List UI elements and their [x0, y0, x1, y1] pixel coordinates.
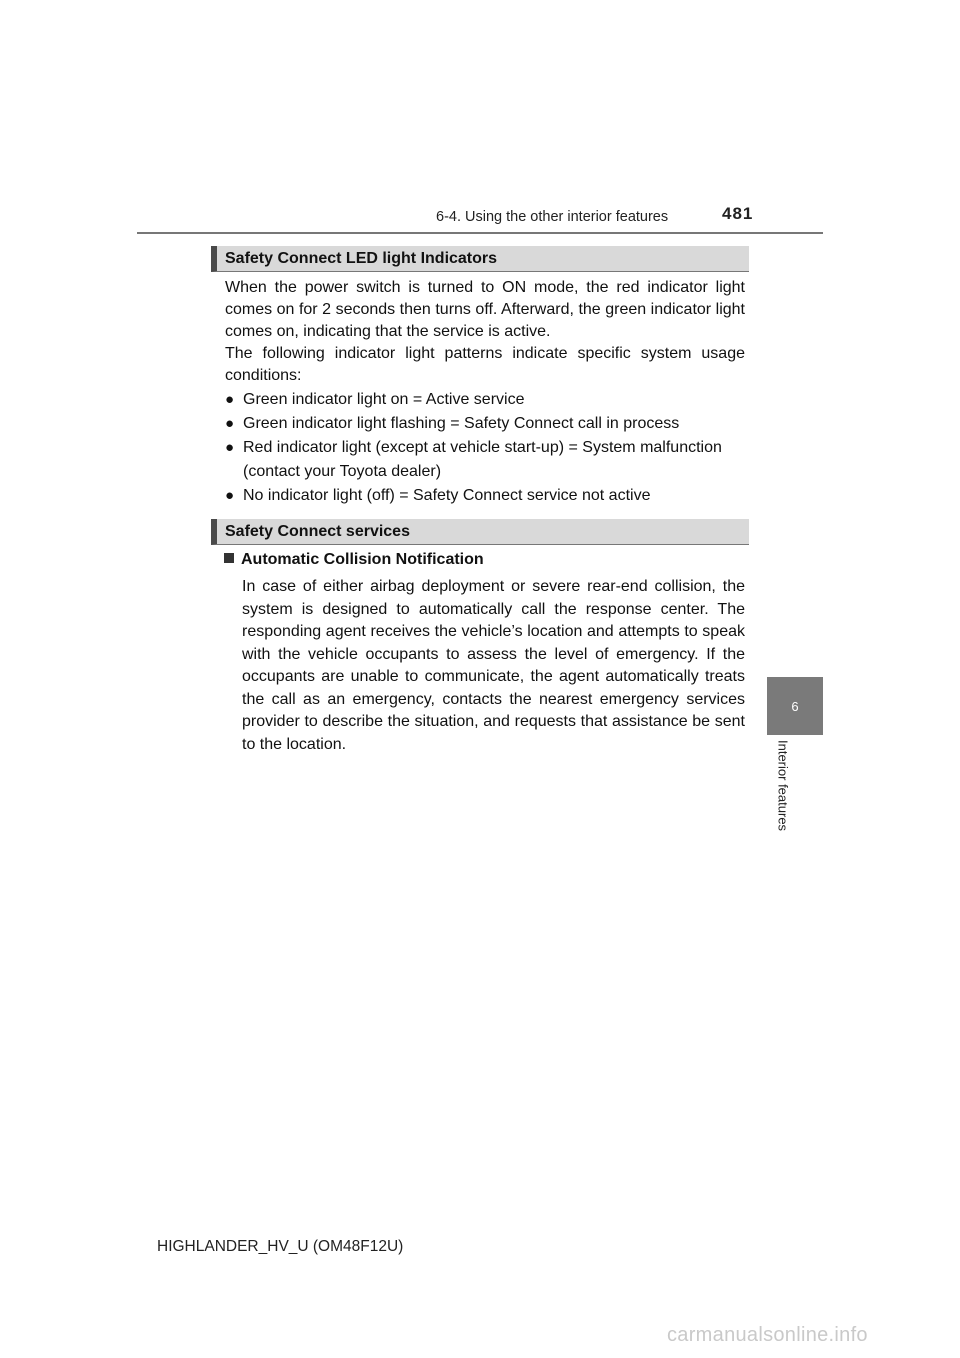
- list-item-text: No indicator light (off) = Safety Connect service not active: [243, 487, 651, 504]
- square-bullet-icon: [224, 553, 234, 563]
- led-patterns-paragraph: The following indicator light patterns indicate specific system usage conditions:: [225, 345, 745, 384]
- list-item-text: Green indicator light flashing = Safety Connect call in process: [243, 415, 680, 432]
- chapter-tab-label: Interior features: [775, 740, 791, 832]
- collision-notification-paragraph: In case of either airbag deployment or severe rear-end collision, the system is designed to automatically call the response center. The responding agent receives the vehicle’s location and attempts to speak with the vehicle occupants to assess the level of emergency. If the occupants are unable to communicate, the agent automatically treats the call as an emergency, contacts the nearest emergency services provider to describe the situation, and requests that assistance be sent to the location.: [242, 578, 745, 753]
- list-item-text: Green indicator light on = Active service: [243, 391, 525, 408]
- bullet-icon: ●: [225, 439, 235, 456]
- page-number: 481: [722, 204, 754, 223]
- header-divider: [137, 232, 823, 234]
- list-item: [225, 412, 745, 436]
- list-item-text: Red indicator light (except at vehicle start-up) = System malfunction (contact your Toyota dealer): [243, 439, 722, 480]
- footer-model-code: HIGHLANDER_HV_U (OM48F12U): [157, 1238, 404, 1255]
- chapter-tab[interactable]: 6: [767, 677, 823, 735]
- watermark: carmanualsonline.info: [667, 1324, 868, 1346]
- running-header-section: 6-4. Using the other interior features: [436, 209, 669, 225]
- list-item: [225, 436, 745, 484]
- subheading-text: Automatic Collision Notification: [241, 551, 484, 568]
- led-intro-paragraph: When the power switch is turned to ON mode, the red indicator light comes on for 2 seconds then turns off. Afterward, the green indicator light comes on, indicating that the service is active.: [225, 279, 745, 340]
- section-heading-services: Safety Connect services: [211, 519, 749, 545]
- list-item: [225, 484, 745, 508]
- subheading: [224, 551, 484, 569]
- section-heading-led-indicators: Safety Connect LED light Indicators: [211, 246, 749, 272]
- bullet-icon: ●: [225, 487, 235, 504]
- bullet-icon: ●: [225, 391, 235, 408]
- bullet-icon: ●: [225, 415, 235, 432]
- list-item: [225, 388, 745, 412]
